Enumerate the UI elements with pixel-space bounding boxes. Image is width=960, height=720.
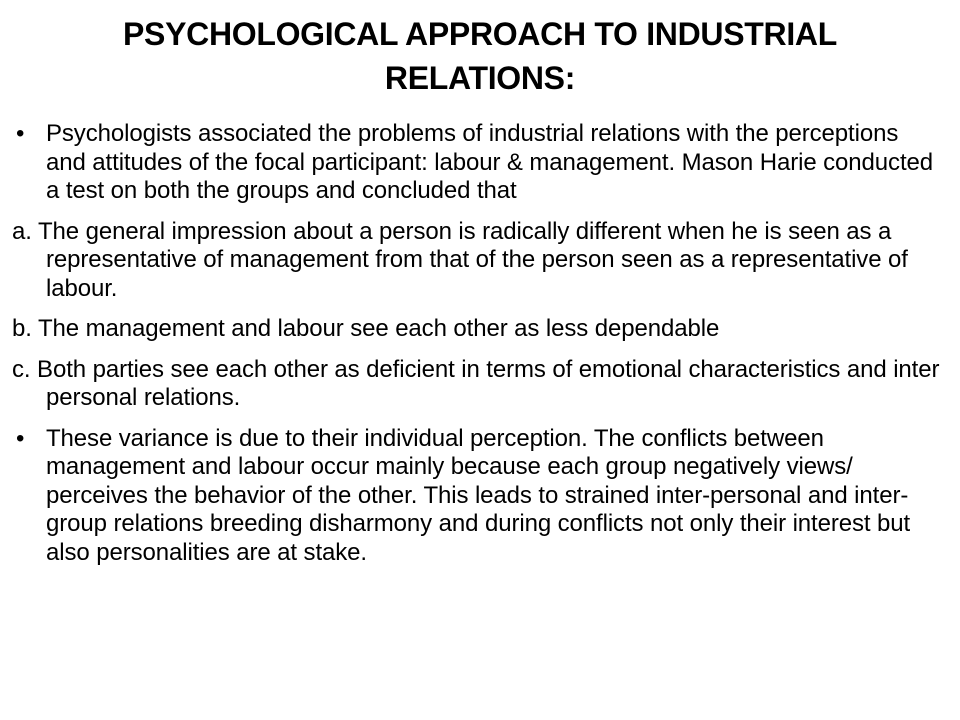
list-item-marker: c. [12, 355, 38, 383]
list-item-bullet-2 [12, 425, 944, 568]
list-item-text: The general impression about a person is radically different when he is seen as a representative of management from that of the person seen as a representative of labour. [37, 217, 908, 302]
list-item-text: Both parties see each other as deficient in terms of emotional characteristics and inter personal relations. [37, 355, 940, 411]
list-item-marker: a. [12, 217, 38, 245]
list-item-bullet-1 [12, 120, 944, 206]
slide-title: PSYCHOLOGICAL APPROACH TO INDUSTRIAL RELATIONS: [123, 16, 837, 96]
list-item-text: The management and labour see each other as less dependable [37, 315, 720, 342]
list-item-marker: b. [12, 315, 38, 342]
bullet-icon: • [16, 120, 25, 147]
bullet-icon: • [16, 424, 25, 452]
list-item-text: Psychologists associated the problems of industrial relations with the perceptions and attitudes of the focal participant: labour & management. Mason Harie conducted a test on both the groups and concluded that [46, 120, 934, 204]
list-item-text: These variance is due to their individual perception. The conflicts between management and labour occur mainly because each group negatively views/ perceives the behavior of the other. This leads to strained inter-personal and inter-group relations breeding disharmony and during conflicts not only their interest but also personalities are at stake. [46, 424, 911, 566]
slide-body [12, 120, 944, 579]
list-item-a [12, 218, 944, 304]
list-item-b [12, 315, 944, 344]
list-item-c [12, 356, 944, 413]
